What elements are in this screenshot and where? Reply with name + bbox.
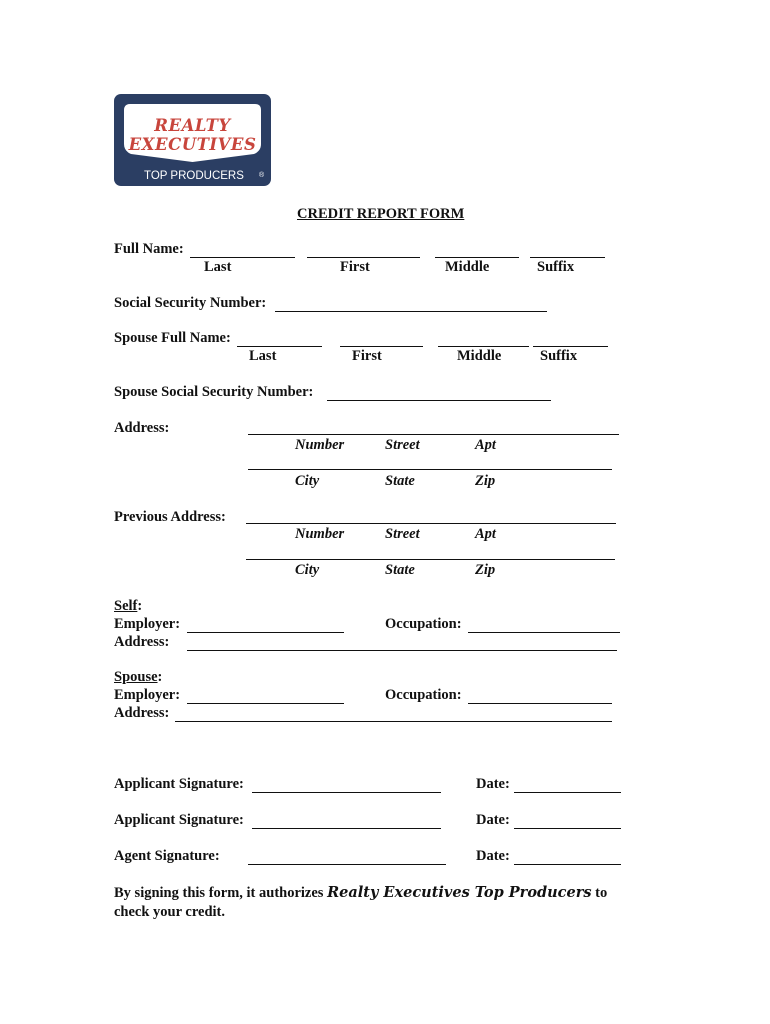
address-label: Address:	[114, 420, 170, 436]
authorization-prefix: By signing this form, it authorizes	[114, 885, 328, 901]
spouse-name-suffix-field[interactable]	[533, 346, 608, 347]
ssn-field[interactable]	[275, 311, 547, 312]
date-label-2: Date:	[476, 812, 510, 828]
previous-address-line1-field[interactable]	[246, 523, 616, 524]
logo-text-realty: REALTY	[154, 116, 231, 135]
spouse-employer-label: Employer:	[114, 687, 181, 703]
authorization-statement	[114, 884, 607, 902]
previous-address-state-caption: State	[385, 562, 415, 578]
previous-address-line2-field[interactable]	[246, 559, 615, 560]
self-heading-text: Self	[114, 598, 138, 614]
spouse-heading-text: Spouse	[114, 669, 158, 685]
spouse-ssn-label: Spouse Social Security Number:	[114, 384, 314, 400]
spouse-ssn-field[interactable]	[327, 400, 551, 401]
spouse-address-label: Address:	[114, 705, 170, 721]
previous-address-apt-caption: Apt	[475, 526, 496, 542]
spouse-address-field[interactable]	[175, 721, 612, 722]
self-occupation-label: Occupation:	[385, 616, 462, 632]
spouse-name-middle-field[interactable]	[438, 346, 529, 347]
full-name-suffix-caption: Suffix	[537, 259, 575, 275]
applicant-signature-field-2[interactable]	[252, 828, 441, 829]
full-name-middle-field[interactable]	[435, 257, 519, 258]
agent-signature-label: Agent Signature:	[114, 848, 220, 864]
applicant-signature-label-1: Applicant Signature:	[114, 776, 244, 792]
ssn-label: Social Security Number:	[114, 295, 267, 311]
address-line1-field[interactable]	[248, 434, 619, 435]
self-employer-field[interactable]	[187, 632, 344, 633]
address-apt-caption: Apt	[475, 437, 496, 453]
full-name-last-field[interactable]	[190, 257, 295, 258]
self-occupation-field[interactable]	[468, 632, 620, 633]
full-name-label: Full Name:	[114, 241, 184, 257]
spouse-occupation-field[interactable]	[468, 703, 612, 704]
spouse-full-name-label: Spouse Full Name:	[114, 330, 231, 346]
previous-address-number-caption: Number	[295, 526, 345, 542]
address-street-caption: Street	[385, 437, 420, 453]
spouse-name-middle-caption: Middle	[457, 348, 502, 364]
address-line2-field[interactable]	[248, 469, 612, 470]
date-label-1: Date:	[476, 776, 510, 792]
full-name-last-caption: Last	[204, 259, 232, 275]
previous-address-city-caption: City	[295, 562, 320, 578]
full-name-middle-caption: Middle	[445, 259, 490, 275]
self-address-label: Address:	[114, 634, 170, 650]
authorization-brand: Realty Executives Top Producers	[327, 884, 592, 901]
address-zip-caption: Zip	[475, 473, 496, 489]
form-title: CREDIT REPORT FORM	[297, 206, 465, 222]
spouse-name-first-caption: First	[352, 348, 382, 364]
full-name-first-field[interactable]	[307, 257, 420, 258]
previous-address-street-caption: Street	[385, 526, 420, 542]
self-heading-colon: :	[137, 598, 143, 614]
applicant-signature-field-1[interactable]	[252, 792, 441, 793]
full-name-first-caption: First	[340, 259, 370, 275]
date-label-3: Date:	[476, 848, 510, 864]
spouse-employer-field[interactable]	[187, 703, 344, 704]
authorization-suffix: to	[591, 885, 608, 901]
address-city-caption: City	[295, 473, 320, 489]
applicant-signature-label-2: Applicant Signature:	[114, 812, 244, 828]
date-field-2[interactable]	[514, 828, 621, 829]
address-number-caption: Number	[295, 437, 345, 453]
spouse-heading	[114, 669, 162, 686]
full-name-suffix-field[interactable]	[530, 257, 605, 258]
date-field-1[interactable]	[514, 792, 621, 793]
realty-executives-logo	[114, 94, 271, 186]
logo-tagline: TOP PRODUCERS	[144, 170, 244, 182]
self-heading	[114, 598, 142, 615]
spouse-name-last-field[interactable]	[237, 346, 322, 347]
previous-address-zip-caption: Zip	[475, 562, 496, 578]
self-address-field[interactable]	[187, 650, 617, 651]
agent-signature-field[interactable]	[248, 864, 446, 865]
spouse-name-first-field[interactable]	[340, 346, 423, 347]
date-field-3[interactable]	[514, 864, 621, 865]
previous-address-label: Previous Address:	[114, 509, 226, 525]
self-employer-label: Employer:	[114, 616, 181, 632]
address-state-caption: State	[385, 473, 415, 489]
registered-mark: ®	[259, 172, 265, 179]
spouse-name-last-caption: Last	[249, 348, 277, 364]
spouse-name-suffix-caption: Suffix	[540, 348, 578, 364]
spouse-heading-colon: :	[157, 669, 163, 685]
spouse-occupation-label: Occupation:	[385, 687, 462, 703]
logo-text-executives: EXECUTIVES	[128, 135, 257, 154]
authorization-line2: check your credit.	[114, 904, 226, 920]
